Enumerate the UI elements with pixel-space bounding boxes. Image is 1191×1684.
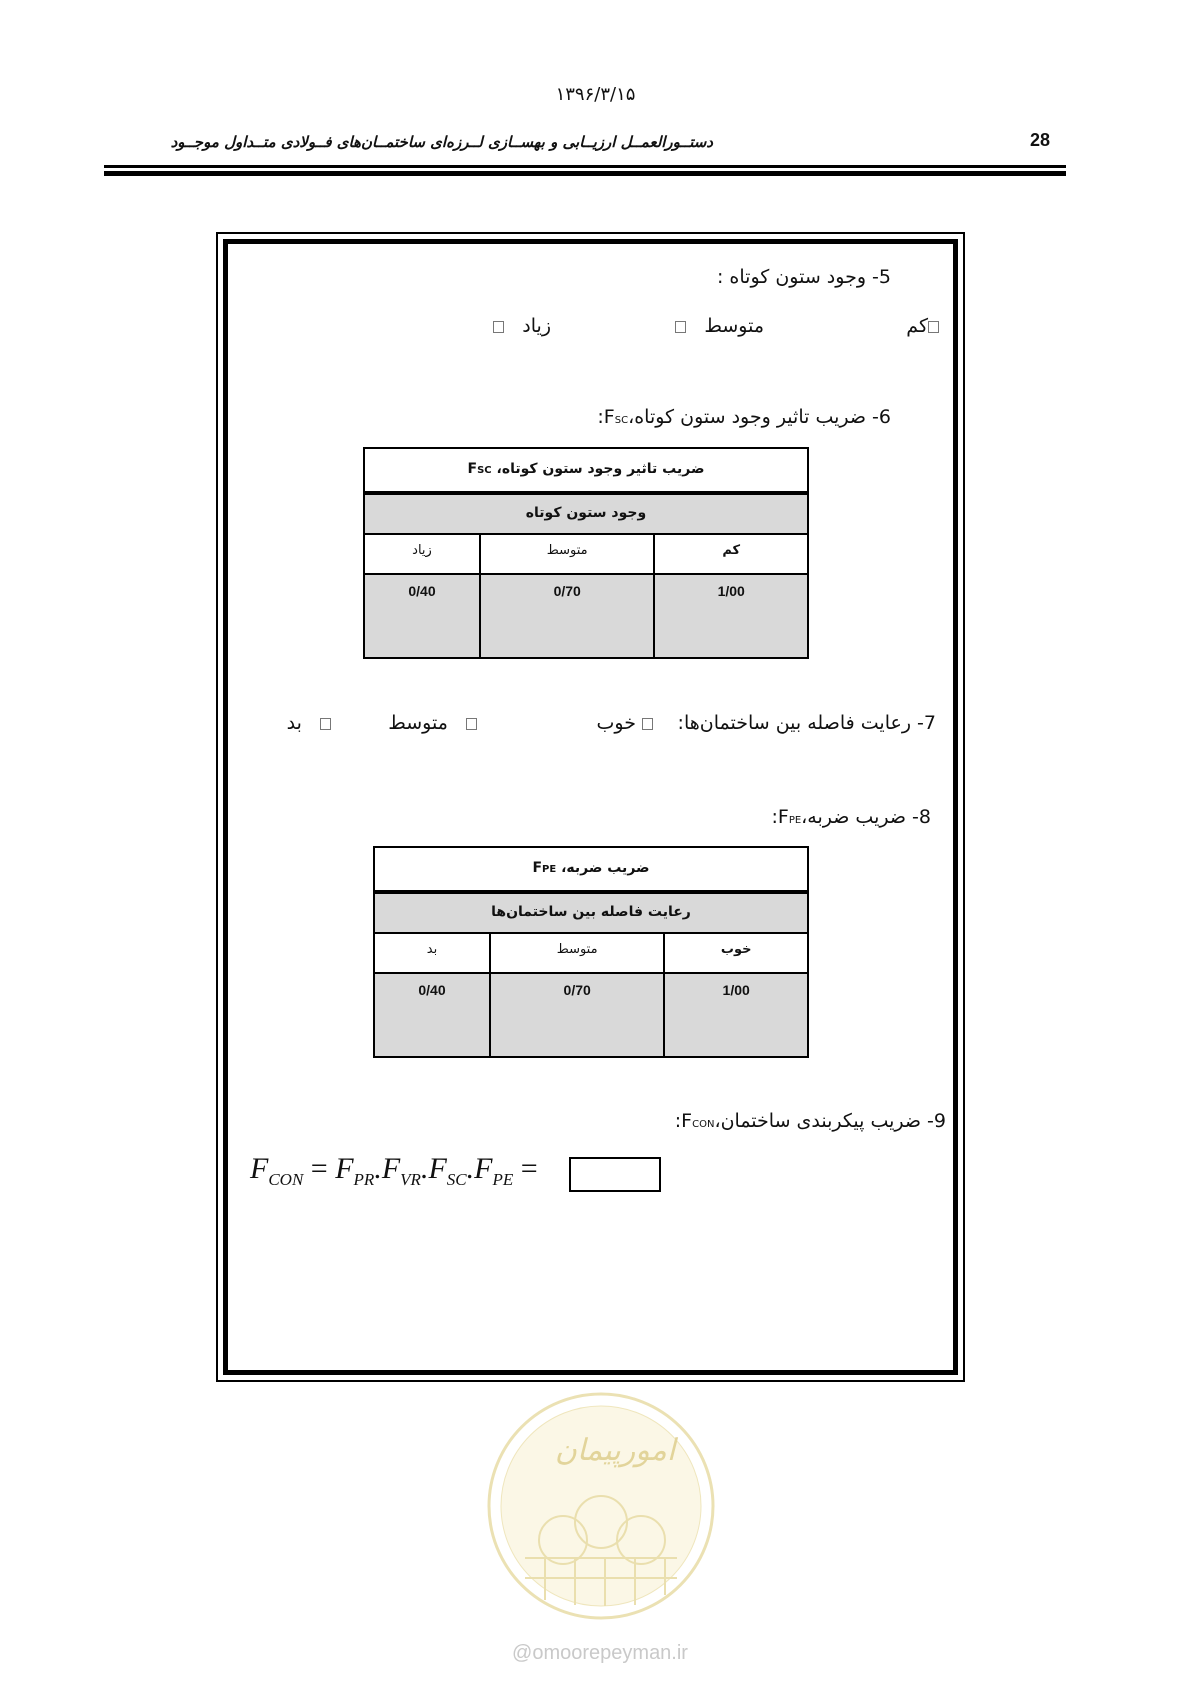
q5-option-high[interactable] — [493, 315, 551, 337]
checkbox-icon[interactable] — [320, 718, 331, 730]
checkbox-icon[interactable] — [928, 321, 939, 333]
table-title — [374, 847, 808, 892]
watermark-logo-text: امورپیمان — [554, 1433, 676, 1468]
option-label: زیاد — [522, 315, 551, 337]
formula-term: F — [428, 1152, 447, 1185]
table-title — [364, 448, 808, 493]
q9-symbol — [681, 1110, 714, 1132]
value-cell: 1/00 — [654, 574, 808, 658]
option-label: بد — [286, 712, 302, 734]
level-header: متوسط — [480, 534, 654, 574]
value-cell: 0/40 — [364, 574, 480, 658]
q9-symbol-sub: CON — [692, 1119, 715, 1130]
formula-lhs: F — [250, 1152, 269, 1185]
q9-symbol-letter: F — [681, 1110, 693, 1132]
checkbox-icon[interactable] — [675, 321, 686, 333]
question-6-text: 6- ضریب تاثیر وجود ستون کوتاه، — [628, 406, 891, 428]
checkbox-icon[interactable] — [493, 321, 504, 333]
formula-term: F — [335, 1152, 354, 1185]
q8-symbol-sub: PE — [788, 815, 802, 826]
question-5: 5- وجود ستون کوتاه : — [716, 266, 891, 288]
question-9 — [675, 1110, 946, 1132]
header-rule — [104, 165, 1066, 168]
checkbox-icon[interactable] — [642, 718, 653, 730]
formula-term-sub: PR — [353, 1170, 375, 1189]
question-8 — [771, 806, 931, 828]
symbol-sub: SC — [477, 465, 492, 476]
question-9-text: 9- ضریب پیکربندی ساختمان، — [714, 1110, 946, 1132]
level-header: بد — [374, 933, 490, 973]
formula-equals: = — [310, 1152, 328, 1185]
option-label: متوسط — [388, 712, 448, 734]
formula-term-sub: VR — [400, 1170, 421, 1189]
q8-symbol — [778, 806, 801, 828]
value-cell: 0/40 — [374, 973, 490, 1057]
q8-colon: : — [771, 806, 778, 828]
header-rule-thick — [104, 171, 1066, 176]
q5-option-low[interactable] — [906, 315, 939, 337]
formula-result-input[interactable] — [569, 1157, 661, 1192]
level-header: متوسط — [490, 933, 664, 973]
table-fpe — [373, 846, 809, 1058]
q7-option-bad[interactable] — [287, 712, 331, 734]
symbol-sub: PE — [542, 864, 557, 875]
checkbox-icon[interactable] — [466, 718, 477, 730]
page-number: 28 — [1030, 130, 1051, 150]
table-title-symbol — [532, 860, 556, 876]
configuration-formula: $F_{CON} = F_{PR}.F_{VR}.F_{SC}.F_{PE}$ = — [250, 1152, 538, 1189]
table-fsc — [363, 447, 809, 659]
option-label: متوسط — [704, 315, 764, 337]
question-7 — [678, 712, 936, 734]
value-cell: 0/70 — [480, 574, 654, 658]
option-label: کم — [906, 315, 928, 337]
formula-term: F — [474, 1152, 493, 1185]
q6-colon: : — [597, 406, 604, 428]
question-8-text: 8- ضریب ضربه، — [801, 806, 931, 828]
watermark-logo — [485, 1390, 717, 1622]
q7-option-medium[interactable] — [388, 712, 477, 734]
table-group-header: وجود ستون کوتاه — [364, 493, 808, 534]
formula-lhs-sub: CON — [268, 1170, 304, 1189]
formula-term-sub: SC — [446, 1170, 467, 1189]
document-date: ۱۳۹۶/۳/۱۵ — [555, 84, 636, 105]
q7-option-good[interactable] — [597, 712, 654, 734]
q5-option-medium[interactable] — [675, 315, 764, 337]
option-label: خوب — [596, 712, 636, 734]
question-6 — [597, 406, 891, 428]
at-icon: @ — [512, 1642, 533, 1664]
document-title: دستــورالعمــل ارزیــابی و بهســازی لــرزه‌ای ساختمــان‌های فــولادی متــداول موجــود — [170, 133, 713, 151]
symbol-letter: F — [532, 860, 543, 876]
q9-colon: : — [674, 1110, 682, 1132]
watermark-seal-icon — [485, 1390, 717, 1622]
watermark-site — [490, 1642, 710, 1665]
table-title-symbol — [468, 461, 492, 477]
q6-symbol-sub: SC — [614, 415, 629, 426]
q6-symbol-letter: F — [603, 406, 615, 428]
symbol-letter: F — [467, 461, 478, 477]
watermark-site-text: omoorepeyman.ir — [532, 1642, 688, 1664]
q8-symbol-letter: F — [777, 806, 789, 828]
value-cell: 1/00 — [664, 973, 808, 1057]
level-header: کم — [654, 534, 808, 574]
formula-term-sub: PE — [492, 1170, 514, 1189]
level-header: خوب — [664, 933, 808, 973]
question-7-text: 7- رعایت فاصله بین ساختمان‌ها: — [677, 712, 936, 734]
formula-term: F — [381, 1152, 401, 1185]
level-header: زیاد — [364, 534, 480, 574]
table-title-text: ضریب ضربه، — [561, 860, 650, 876]
formula-equals: = — [520, 1152, 538, 1185]
q6-symbol — [604, 406, 628, 428]
value-cell: 0/70 — [490, 973, 664, 1057]
table-title-text: ضریب تاثیر وجود ستون کوتاه، — [496, 461, 705, 477]
table-group-header: رعایت فاصله بین ساختمان‌ها — [374, 892, 808, 933]
